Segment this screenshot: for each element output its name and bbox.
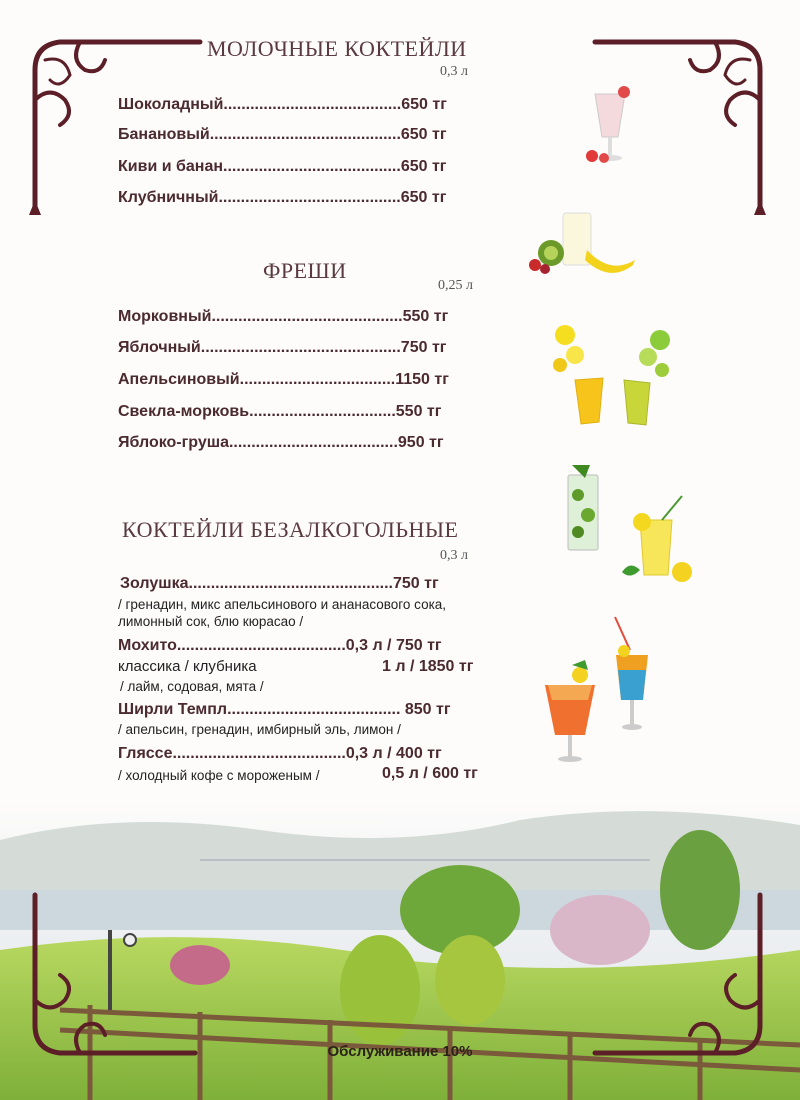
corner-ornament-top-left-icon [25, 30, 205, 215]
menu-item: Киви и банан........................................650 тг [118, 158, 447, 175]
menu-item: Шоколадный........................................650 тг [118, 96, 447, 113]
section-volume: 0,3 л [440, 548, 468, 563]
mojito-icon [560, 460, 605, 555]
menu-item: Ширли Темпл....................................... 850 тг [118, 701, 451, 718]
menu-item: Свекла-морковь.................................550 тг [118, 403, 442, 420]
menu-item: Мохито......................................0,3 л / 750 тг [118, 637, 442, 654]
menu-item: Яблоко-груша......................................950 тг [118, 434, 444, 451]
menu-item: Яблочный.............................................750 тг [118, 339, 447, 356]
section-volume: 0,3 л [440, 64, 468, 79]
corner-ornament-bottom-left-icon [25, 890, 200, 1065]
menu-item: Золушка..............................................750 тг [120, 575, 439, 592]
item-description: / холодный кофе с мороженым / [118, 768, 320, 783]
item-description: / гренадин, микс апельсинового и ананасового сока, [118, 597, 447, 612]
tropical-cocktail-icon [540, 655, 610, 765]
item-variant: классика / клубника [118, 658, 257, 675]
menu-item: Морковный...........................................550 тг [118, 308, 449, 325]
menu-item: Банановый...........................................650 тг [118, 126, 447, 143]
section-title-fresh: ФРЕШИ [263, 258, 347, 283]
lemonade-icon [612, 490, 707, 585]
menu-item: Гляссе.......................................0,3 л / 400 тг [118, 745, 442, 762]
layered-cocktail-icon [610, 615, 655, 735]
menu-item: Апельсиновый...................................1150 тг [118, 371, 449, 388]
item-price-large: 1 л / 1850 тг [382, 658, 474, 675]
item-description: / апельсин, гренадин, имбирный эль, лимон / [118, 722, 401, 737]
section-volume: 0,25 л [438, 278, 473, 293]
item-price-large: 0,5 л / 600 тг [382, 765, 478, 782]
item-description: лимонный сок, блю кюрасао / [118, 614, 304, 629]
corner-ornament-bottom-right-icon [590, 890, 770, 1065]
apple-juice-icon [610, 325, 680, 430]
milkshake-icon [580, 82, 640, 167]
item-description: / лайм, содовая, мята / [120, 679, 264, 694]
citrus-juice-icon [545, 320, 615, 430]
kiwi-banana-smoothie-icon [525, 205, 640, 280]
service-charge-note: Обслуживание 10% [327, 1043, 473, 1060]
menu-item: Клубничный.........................................650 тг [118, 189, 447, 206]
section-title-milkshakes: МОЛОЧНЫЕ КОКТЕЙЛИ [207, 36, 467, 61]
section-title-soft-cocktails: КОКТЕЙЛИ БЕЗАЛКОГОЛЬНЫЕ [122, 517, 459, 542]
